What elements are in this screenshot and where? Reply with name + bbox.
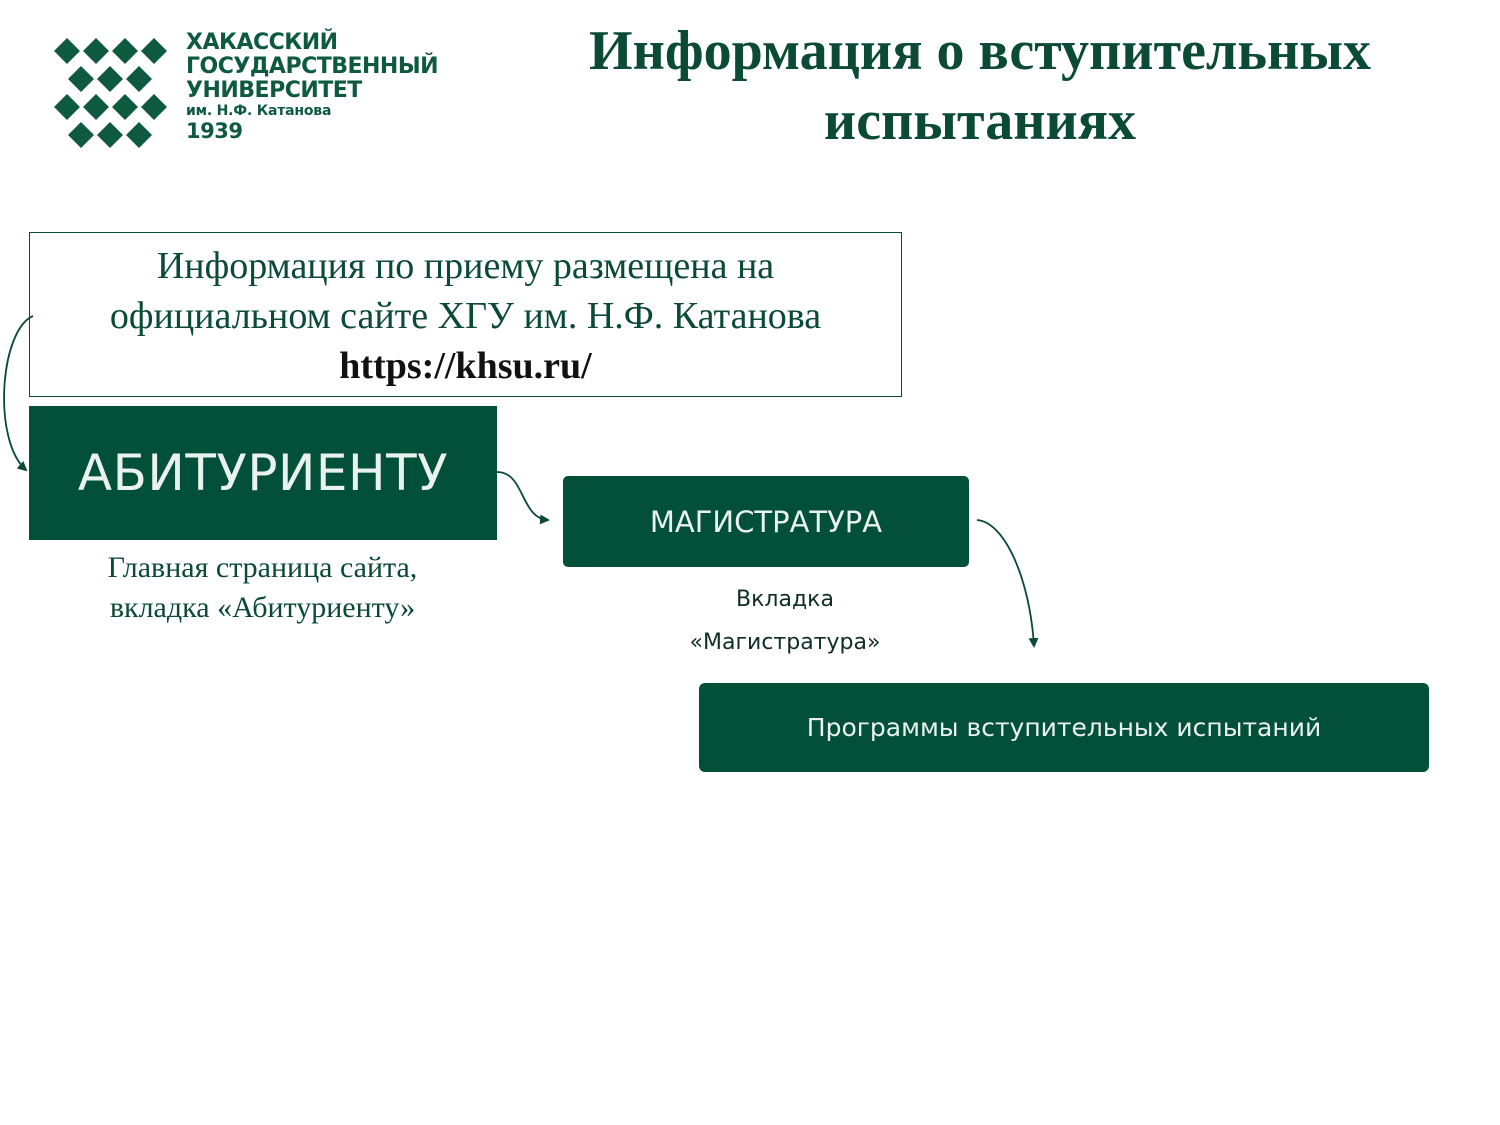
logo-line-3: УНИВЕРСИТЕТ (186, 78, 362, 103)
info-box (29, 232, 902, 397)
logo-line-4: им. Н.Ф. Катанова (186, 103, 332, 119)
site-url-link[interactable]: https://khsu.ru/ (339, 345, 592, 387)
logo-line-1: ХАКАССКИЙ (186, 30, 338, 55)
university-logo-icon (50, 34, 172, 156)
abiturientu-caption-line-1: Главная страница сайта, (107, 551, 418, 584)
university-logo-text (186, 32, 438, 144)
abiturientu-banner[interactable]: АБИТУРИЕНТУ (29, 406, 497, 540)
info-line-2: официальном сайте ХГУ им. Н.Ф. Катанова (109, 295, 822, 337)
arrow-magistratura-to-programs (977, 520, 1034, 646)
magistratura-caption (655, 578, 915, 664)
magistratura-button[interactable]: МАГИСТРАТУРА (563, 476, 969, 567)
abiturientu-caption-line-2: вкладка «Абитуриенту» (109, 591, 416, 624)
abiturientu-caption (40, 548, 485, 628)
magistratura-caption-line-1: Вкладка (736, 587, 834, 612)
arrow-abiturientu-to-magistratura (497, 472, 548, 520)
info-line-1: Информация по приему размещена на (156, 245, 775, 287)
entrance-programs-button[interactable]: Программы вступительных испытаний (699, 683, 1429, 772)
magistratura-caption-line-2: «Магистратура» (689, 630, 881, 655)
logo-line-2: ГОСУДАРСТВЕННЫЙ (186, 54, 439, 79)
logo-year: 1939 (186, 119, 243, 143)
page-title: Информация о вступительных испытаниях (589, 20, 1371, 152)
